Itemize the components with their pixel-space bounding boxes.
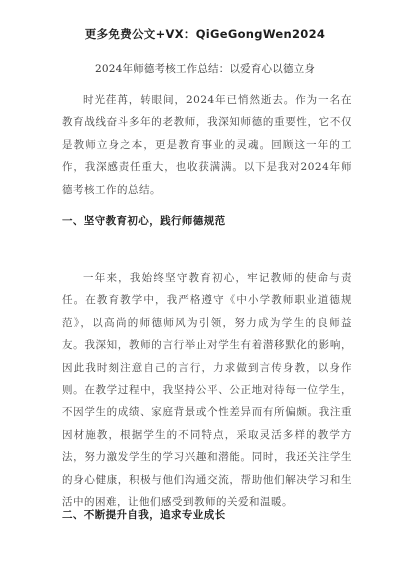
section-heading-1: 一、坚守教育初心，践行师德规范 <box>62 215 226 227</box>
header-promo-line: 更多免费公文+VX：QiGeGongWen2024 <box>84 27 326 41</box>
section-1-paragraph: 一年来，我始终坚守教育初心，牢记教师的使命与责任。在教育教学中，我严格遵守《中小学教师职业道德规范》，以高尚的师德师风为引领，努力成为学生的良师益友。我深知，教师的言行举止对学生有着潜移默化的影响，因此我时刻注意自己的言行，力求做到言传身教，以身作则。在教学过程中，我坚持公平、公正地对待每一位学生，不因学生的成绩、家庭背景或个性差异而有所偏颇。我注重因材施教，根据学生的不同特点，采取灵活多样的教学方法，努力激发学生的学习兴趣和潜能。同时，我还关注学生的身心健康，积极与他们沟通交流，帮助他们解决学习和生活中的困难，让他们感受到教师的关爱和温暖。 <box>62 272 352 509</box>
section-heading-2: 二、不断提升自我，追求专业成长 <box>62 509 226 521</box>
document-title: 2024年师德考核工作总结：以爱育心以德立身 <box>94 63 316 75</box>
intro-paragraph: 时光荏苒，转眼间，2024年已悄然逝去。作为一名在教育战线奋斗多年的老教师，我深知师德的重要性，它不仅是教师立身之本，更是教育事业的灵魂。回顾这一年的工作，我深感责任重大，也收获满满。以下是我对2024年师德考核工作的总结。 <box>62 94 352 196</box>
